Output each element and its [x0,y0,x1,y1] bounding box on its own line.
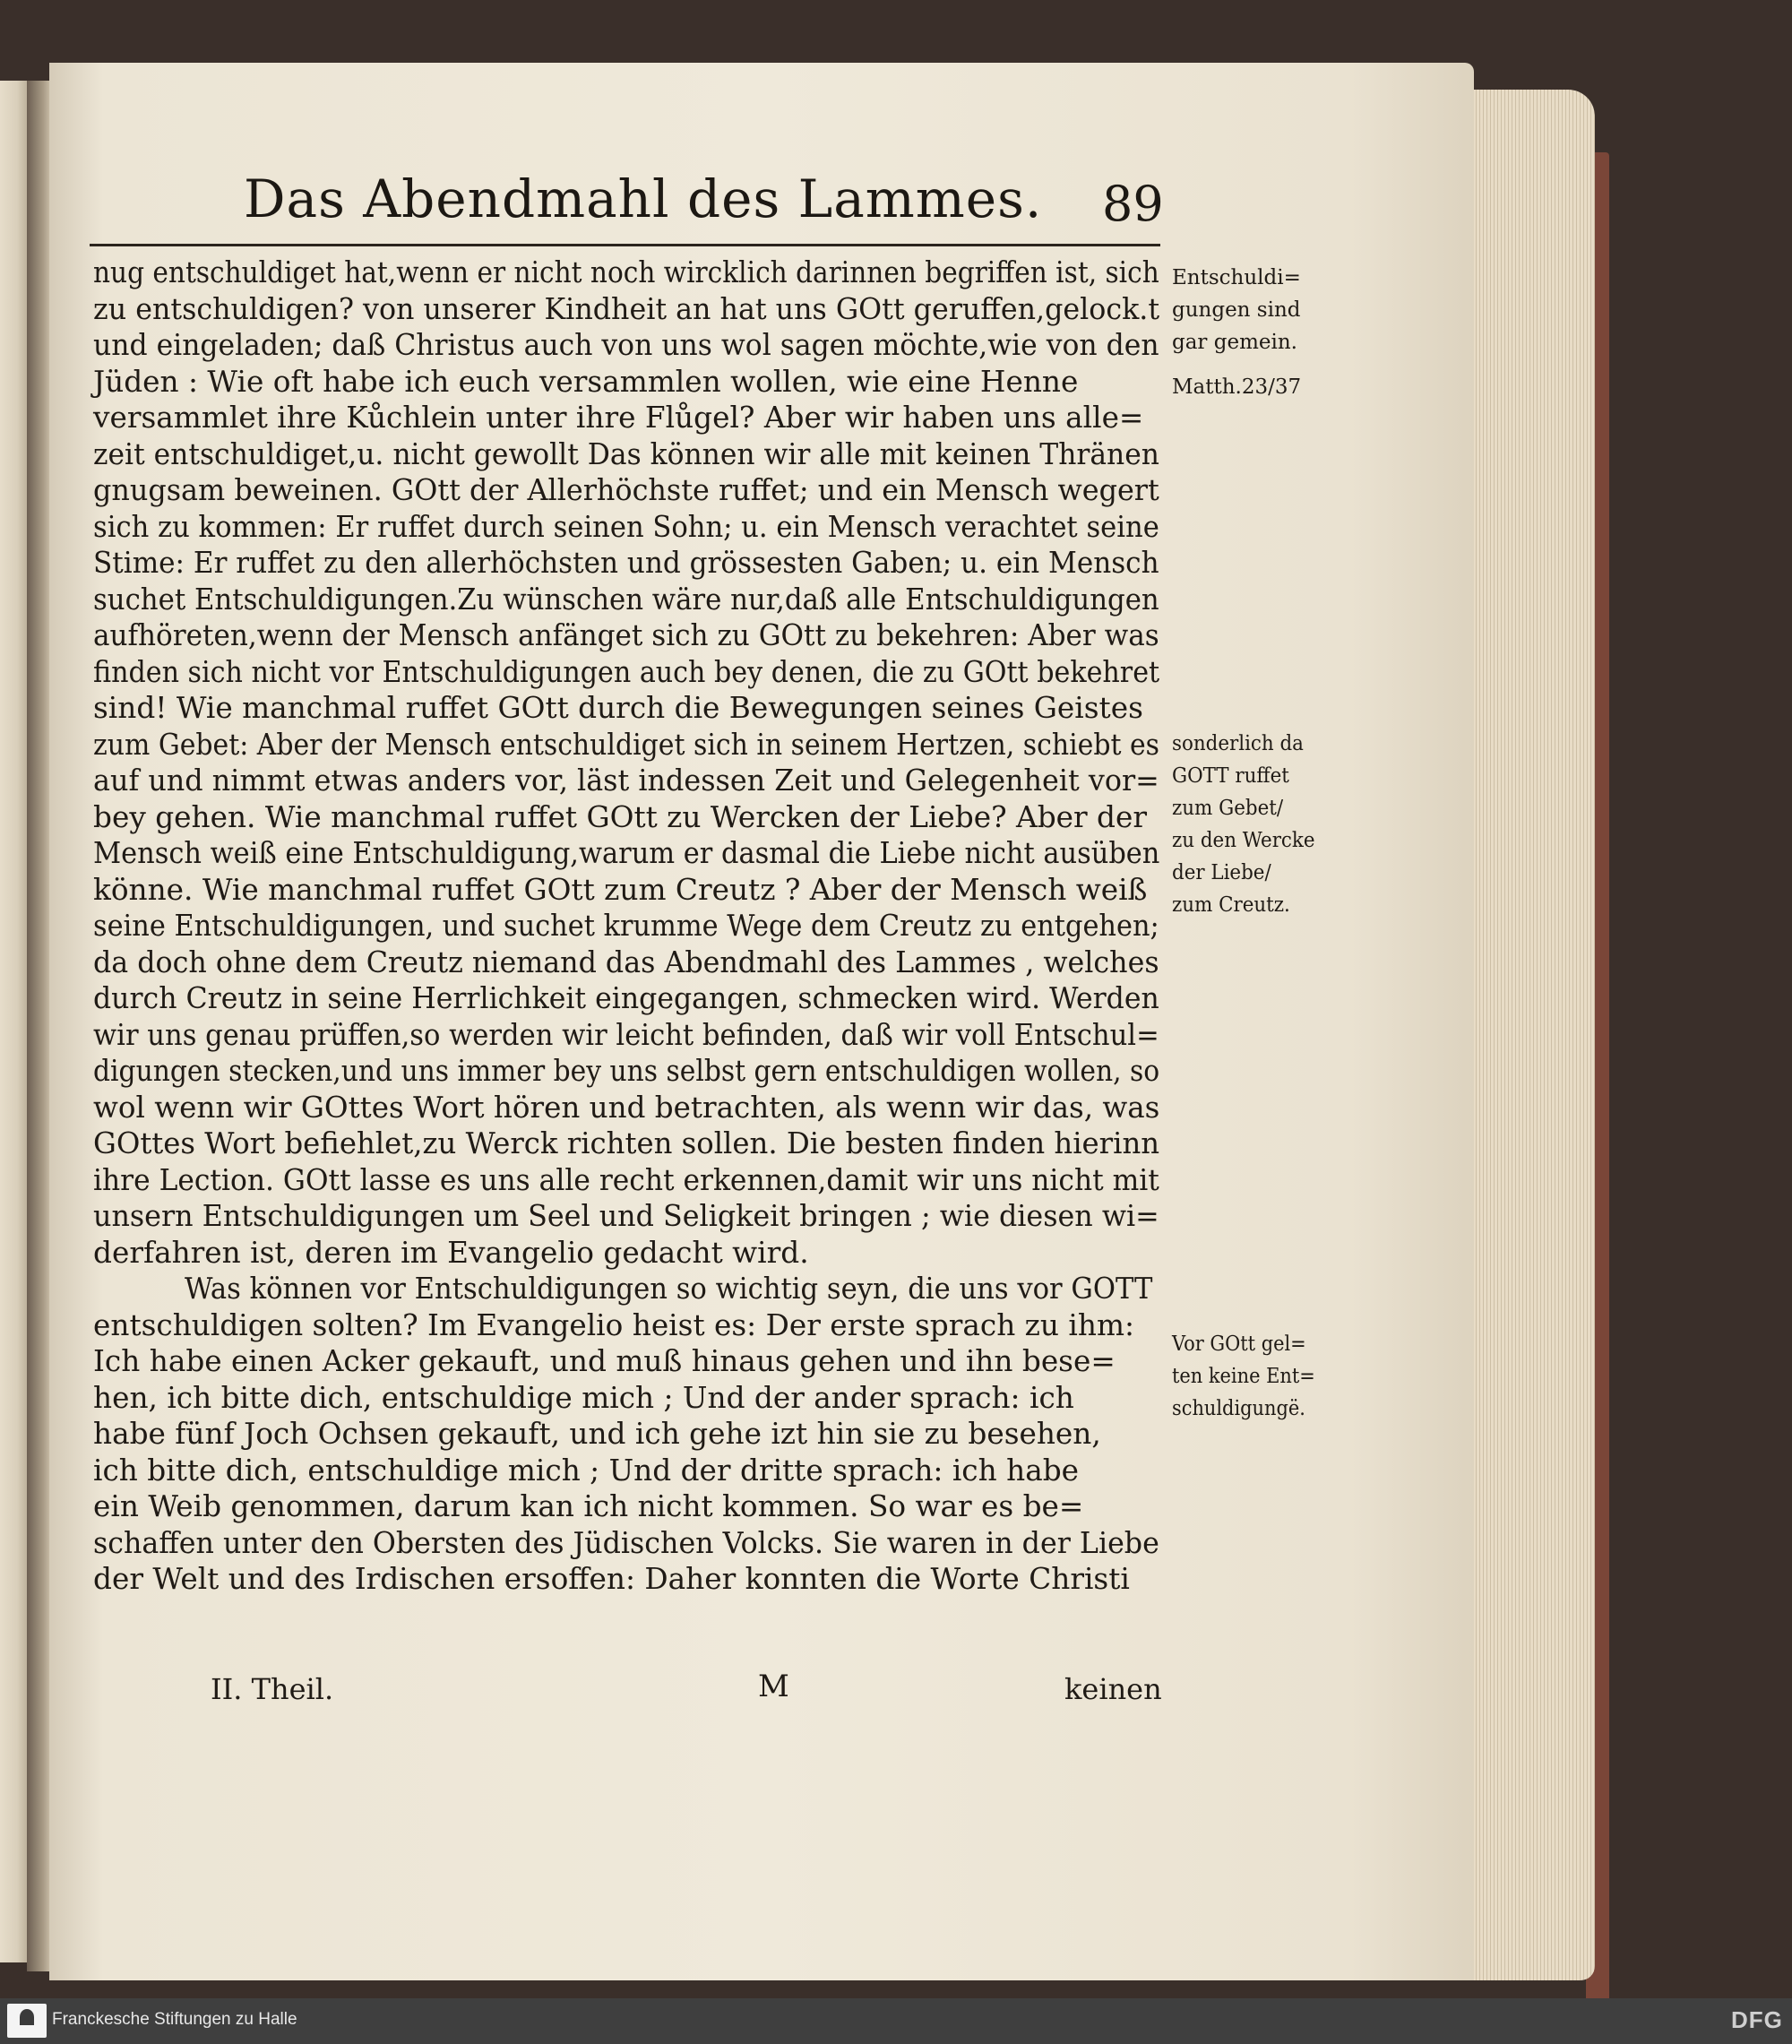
text-line: ich bitte dich, entschuldige mich ; Und der dritte sprach: ich habe [93,1452,1080,1488]
paragraph-first-line: Was können vor Entschuldigungen so wichtig seyn, die uns vor GOTT [185,1271,1153,1306]
text-line: zum Gebet: Aber der Mensch entschuldiget sich in seinem Hertzen, schiebt es [93,726,1159,762]
text-line: entschuldigen solten? Im Evangelio heist es: Der erste sprach zu ihm: [93,1307,1135,1342]
text-line: könne. Wie manchmal ruffet GOtt zum Creutz ? Aber der Mensch weiß [93,871,1148,907]
text-line: sich zu kommen: Er ruffet durch seinen Sohn; u. ein Mensch verachtet seine [93,508,1159,544]
page-edges [1469,90,1595,1980]
text-line: wir uns genau prüffen,so werden wir leicht befinden, daß wir voll Entschul= [93,1016,1159,1052]
text-line: wol wenn wir GOttes Wort hören und betrachten, als wenn wir das, was [93,1089,1160,1125]
text-line: schaffen unter den Obersten des Jüdischen Volcks. Sie waren in der Liebe [93,1524,1159,1560]
text-line: aufhöreten,wenn der Mensch anfänget sich zu GOtt zu bekehren: Aber was [93,617,1159,652]
previous-page-edge [0,81,29,1962]
catchword: keinen [1064,1672,1162,1706]
margin-note-excuses: Entschuldi= gungen sind gar gemein. [1172,266,1301,354]
text-line: gnugsam beweinen. GOtt der Allerhöchste ruffet; und ein Mensch wegert [93,472,1159,507]
text-line: zeit entschuldiget,u. nicht gewollt Das können wir alle mit keinen Thränen [93,436,1159,471]
margin-note-scripture-reference: Matth.23/37 [1172,375,1302,399]
text-line: Jüden : Wie oft habe ich euch versammlen wollen, wie eine Henne [93,363,1079,399]
text-line: ihre Lection. GOtt lasse es uns alle recht erkennen,damit wir uns nicht mit [93,1161,1159,1197]
page-number: 89 [1102,176,1164,232]
text-line: auf und nimmt etwas anders vor, läst indessen Zeit und Gelegenheit vor= [93,763,1159,798]
text-line: Ich habe einen Acker gekauft, und muß hinaus gehen und ihn bese= [93,1343,1116,1378]
institution-logo-icon[interactable] [7,2004,47,2038]
text-line: der Welt und des Irdischen ersoffen: Daher konnten die Worte Christi [93,1561,1130,1596]
text-line: sind! Wie manchmal ruffet GOtt durch die Bewegungen seines Geistes [93,690,1143,725]
text-line: Stime: Er ruffet zu den allerhöchsten und grössesten Gaben; u. ein Mensch [93,545,1159,580]
text-line: da doch ohne dem Creutz niemand das Abendmahl des Lammes , welches [93,944,1159,979]
institution-name[interactable]: Franckesche Stiftungen zu Halle [52,2010,297,2029]
text-line: digungen stecken,und uns immer bey uns selbst gern entschuldigen wollen, so [93,1053,1160,1088]
dfg-logo[interactable]: DFG [1731,2006,1783,2033]
text-line: seine Entschuldigungen, und suchet krumme Wege dem Creutz zu entgehen; [93,908,1159,943]
running-head: Das Abendmahl des Lammes. [244,168,1043,229]
text-line: nug entschuldiget hat,wenn er nicht noch wircklich darinnen begriffen ist, sich [93,254,1159,289]
text-line: GOttes Wort befiehlet,zu Werck richten sollen. Die besten finden hierinn [93,1125,1160,1160]
text-line: Mensch weiß eine Entschuldigung,warum er dasmal die Liebe nicht ausüben [93,835,1160,870]
header-rule [90,244,1160,246]
viewer-footer [0,1998,1792,2044]
body-text [93,254,1168,1598]
text-line: bey gehen. Wie manchmal ruffet GOtt zu Wercken der Liebe? Aber der [93,798,1148,834]
volume-signature: II. Theil. [211,1672,334,1706]
text-line: finden sich nicht vor Entschuldigungen auch bey denen, die zu GOtt bekehret [93,653,1160,689]
text-line: hen, ich bitte dich, entschuldige mich ; Und der ander sprach: ich [93,1379,1074,1415]
text-line: zu entschuldigen? von unserer Kindheit an hat uns GOtt geruffen,gelock.t [93,290,1160,326]
text-line: und eingeladen; daß Christus auch von uns wol sagen möchte,wie von den [93,327,1159,362]
text-line: derfahren ist, deren im Evangelio gedacht wird. [93,1234,809,1270]
text-line: durch Creutz in seine Herrlichkeit eingegangen, schmecken wird. Werden [93,980,1159,1015]
margin-note-no-excuses: Vor GOtt gel= ten keine Ent= schuldigungë. [1172,1332,1315,1420]
text-line: habe fünf Joch Ochsen gekauft, und ich gehe izt hin sie zu besehen, [93,1416,1101,1451]
text-line: versammlet ihre Kůchlein unter ihre Flůgel? Aber wir haben uns alle= [93,400,1144,435]
text-line: ein Weib genommen, darum kan ich nicht kommen. So war es be= [93,1488,1084,1523]
text-line: unsern Entschuldigungen um Seel und Seligkeit bringen ; wie diesen wi= [93,1198,1159,1233]
signature-mark: M [758,1669,789,1704]
margin-note-god-calls: sonderlich da GOTT ruffet zum Gebet/ zu den Wercke der Liebe/ zum Creutz. [1172,732,1315,917]
text-line: suchet Entschuldigungen.Zu wünschen wäre nur,daß alle Entschuldigungen [93,581,1159,617]
